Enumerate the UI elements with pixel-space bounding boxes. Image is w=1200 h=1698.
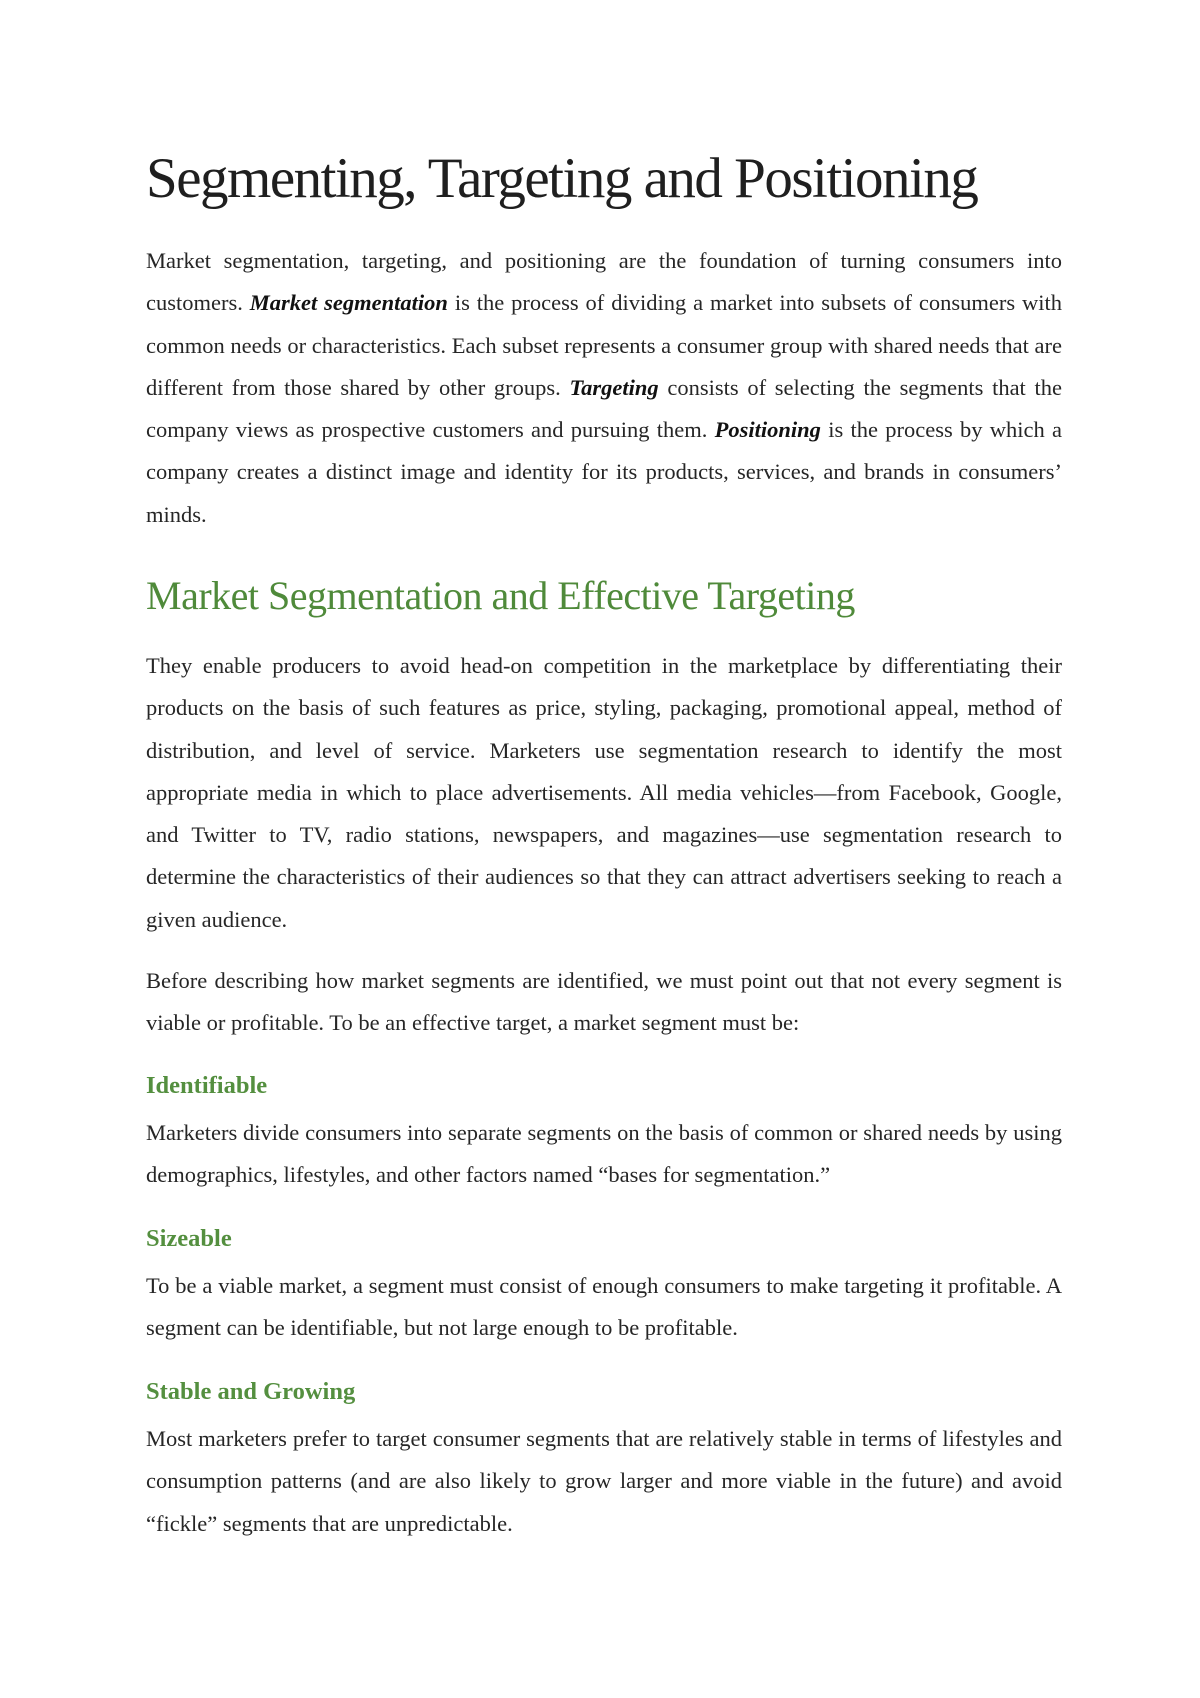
section-heading: Market Segmentation and Effective Targeting [146,573,855,618]
intro-text-4: is the process by which a company creates a distinct image and identity for its products, services, and brands in consumers’ minds. [146,417,1062,527]
criterion-text-stable-growing: Most marketers prefer to target consumer segments that are relatively stable in terms of lifestyles and consumption patterns (and are also likely to grow larger and more viable in the future) and avoid “fickle” segments that are unpredictable. [146,1426,1062,1536]
criterion-heading-stable-growing: Stable and Growing [146,1378,356,1405]
term-positioning: Positioning [714,417,821,443]
section-paragraph-2: Before describing how market segments are identified, we must point out that not every segment is viable or profitable. To be an effective target, a market segment must be: [146,968,1062,1036]
intro-text-2: is the process of dividing a market into subsets of consumers with common needs or characteristics. Each subset represents a consumer group with shared needs that are different from those shared by other groups. [146,290,1062,400]
term-targeting: Targeting [569,374,659,400]
criterion-heading-identifiable: Identifiable [146,1072,268,1099]
criterion-text-identifiable: Marketers divide consumers into separate segments on the basis of common or shared needs by using demographics, lifestyles, and other factors named “bases for segmentation.” [146,1120,1062,1188]
criterion-heading-sizeable: Sizeable [146,1225,232,1252]
intro-paragraph [146,240,1062,536]
intro-text-3: consists of selecting the segments that the company views as prospective customers and pursuing them. [146,374,1063,443]
intro-text-1: Market segmentation, targeting, and positioning are the foundation of turning consumers into customers. [146,248,1062,316]
criterion-text-sizeable: To be a viable market, a segment must consist of enough consumers to make targeting it profitable. A segment can be identifiable, but not large enough to be profitable. [146,1273,1062,1341]
page-title: Segmenting, Targeting and Positioning [146,147,978,210]
section-paragraph-1: They enable producers to avoid head-on competition in the marketplace by differentiating their products on the basis of such features as price, styling, packaging, promotional appeal, method of distribution, and level of service. Marketers use segmentation research to identify the most appropriate media in which to place advertisements. All media vehicles—from Facebook, Google, and Twitter to TV, radio stations, newspapers, and magazines—use segmentation research to determine the characteristics of their audiences so that they can attract advertisers seeking to reach a given audience. [146,653,1062,932]
term-market-segmentation: Market segmentation [249,290,448,316]
